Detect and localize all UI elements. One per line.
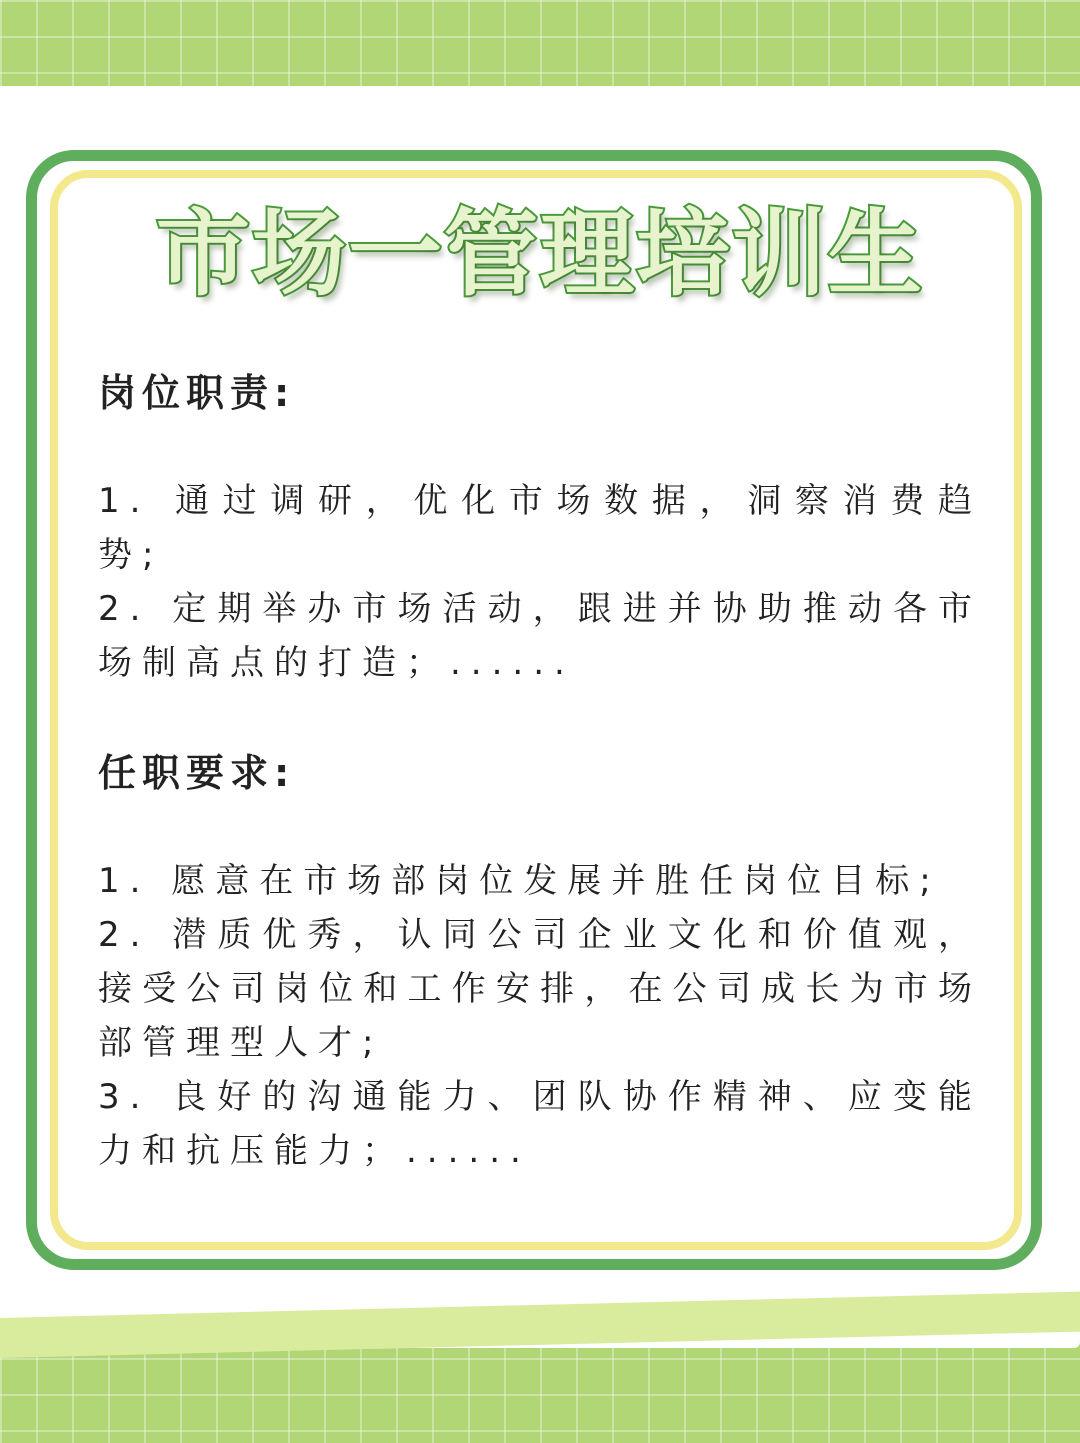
section-duties xyxy=(98,368,982,418)
list-item: 2. 定期举办市场活动，跟进并协助推动各市场制高点的打造；...... xyxy=(98,589,982,683)
list-item: 1. 愿意在市场部岗位发展并胜任岗位目标; xyxy=(98,861,941,901)
requirements-list xyxy=(98,854,982,1178)
section-heading-requirements: 任职要求: xyxy=(98,751,296,795)
section-requirements xyxy=(98,748,982,798)
page-title: 市场一管理培训生 xyxy=(155,200,924,309)
list-item: 3. 良好的沟通能力、团队协作精神、应变能力和抗压能力；...... xyxy=(98,1077,982,1171)
list-item: 2. 潜质优秀，认同公司企业文化和价值观，接受公司岗位和工作安排，在公司成长为市场部管理型人才; xyxy=(98,915,982,1063)
duties-list xyxy=(98,474,982,690)
section-heading-duties: 岗位职责: xyxy=(98,371,296,415)
list-item: 1. 通过调研，优化市场数据，洞察消费趋势; xyxy=(98,481,982,575)
